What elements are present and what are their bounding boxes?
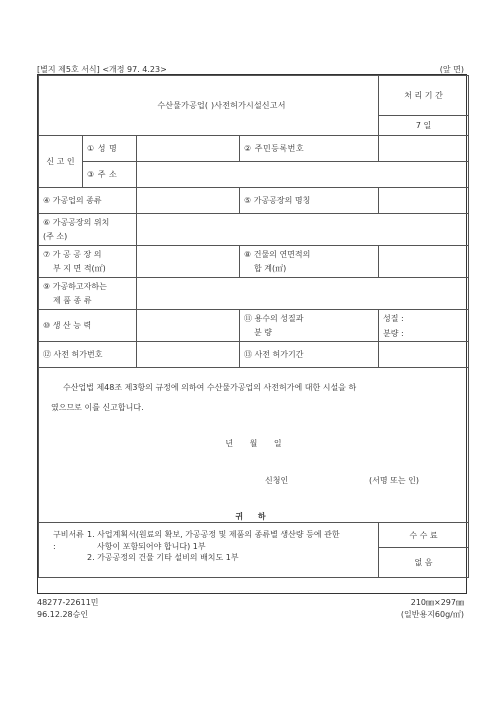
site-area-label [39, 246, 137, 278]
address-field[interactable] [137, 162, 469, 188]
attachments-label: 구비서류 : [53, 530, 84, 551]
declaration-text-line2: 였으므로 이를 신고합니다. [51, 403, 144, 412]
products-label-line1: ⑨ 가공하고자하는 [43, 282, 107, 291]
name-label: ① 성 명 [83, 136, 137, 162]
form-title: 수산물가공업( )사전허가시설신고서 [39, 76, 379, 136]
declaration-text-line1: 수산업법 제48조 제3항의 규정에 의하여 수산물가공업의 사전허가에 대한 시설을 하 [63, 383, 357, 392]
declaration-date: 년 월 일 [225, 439, 282, 448]
signature-line [51, 475, 456, 487]
plant-name-field[interactable] [379, 188, 469, 214]
address-label: ③ 주 소 [83, 162, 137, 188]
plant-location-label-line2: (주 소) [43, 232, 68, 241]
floor-area-label-line1: ⑧ 건물의 연면적의 [244, 250, 311, 259]
name-field[interactable] [137, 136, 240, 162]
products-field[interactable] [137, 278, 469, 310]
floor-area-field[interactable] [379, 246, 469, 278]
quantity-label: 분량 : [383, 328, 404, 338]
plant-location-label-line1: ⑥ 가공공장의 위치 [43, 218, 110, 227]
permit-period-field[interactable] [379, 342, 469, 368]
applicant-sign-label: 신청인 [265, 476, 289, 485]
floor-area-label-line2: 합 계(㎡) [254, 264, 287, 273]
site-area-field[interactable] [137, 246, 240, 278]
paper-size: 210㎜×297㎜ [410, 598, 464, 607]
plant-location-label [39, 214, 137, 246]
attachments-row [47, 529, 370, 564]
rrn-label: ② 주민등록번호 [240, 136, 379, 162]
attachments-list [87, 529, 370, 564]
permit-period-label: ⑬ 사전 허가기간 [240, 342, 379, 368]
wastewater-label-line2: 분 량 [254, 328, 272, 337]
signature-label: (서명 또는 인) [369, 476, 419, 485]
approval-date: 96.12.28승인 [37, 610, 89, 619]
property-label: 성질 : [383, 313, 404, 323]
processing-period-value: 7 일 [379, 116, 469, 136]
wastewater-field[interactable] [379, 310, 469, 342]
fee-value: 없 음 [379, 548, 469, 578]
declaration-section [39, 368, 469, 523]
wastewater-label-line1: ⑪ 용수의 성질과 [244, 314, 304, 323]
fee-label: 수 수 료 [379, 523, 469, 548]
site-area-label-line2: 부 지 면 적(㎡) [53, 264, 106, 273]
report-form [37, 74, 467, 594]
site-area-label-line1: ⑦ 가 공 공 장 의 [43, 250, 102, 259]
rrn-field[interactable] [379, 136, 469, 162]
form-table [38, 75, 469, 578]
page-side-label: (앞 면) [439, 65, 464, 74]
permit-number-field[interactable] [137, 342, 240, 368]
processing-period-label: 처 리 기 간 [379, 76, 469, 116]
products-label [39, 278, 137, 310]
attachment-item: 1. 사업계획서(원료의 확보, 가공공정 및 제품의 종류별 생산량 등에 관한 사항이 포함되어야 합니다) 1부 [87, 530, 340, 551]
business-type-label: ④ 가공업의 종류 [39, 188, 137, 214]
capacity-field[interactable] [137, 310, 240, 342]
applicant-label: 신 고 인 [39, 136, 83, 188]
attachment-item: 2. 가공공정의 건물 기타 설비의 배치도 1부 [87, 553, 239, 562]
plant-name-label: ⑤ 가공공장의 명칭 [240, 188, 379, 214]
form-code: 48277-22611민 [37, 598, 99, 607]
recipient: 귀 하 [235, 512, 272, 521]
business-type-field[interactable] [137, 188, 240, 214]
paper-type: (일반용지60g/㎡) [400, 610, 464, 619]
form-number: [별지 제5호 서식] <개정 97. 4.23> [37, 65, 167, 74]
plant-location-field[interactable] [137, 214, 469, 246]
permit-number-label: ⑫ 사전 허가번호 [39, 342, 137, 368]
products-label-line2: 제 품 종 류 [53, 296, 92, 305]
attachments-section [39, 523, 379, 578]
floor-area-label [240, 246, 379, 278]
capacity-label: ⑩ 생 산 능 력 [39, 310, 137, 342]
wastewater-label [240, 310, 379, 342]
